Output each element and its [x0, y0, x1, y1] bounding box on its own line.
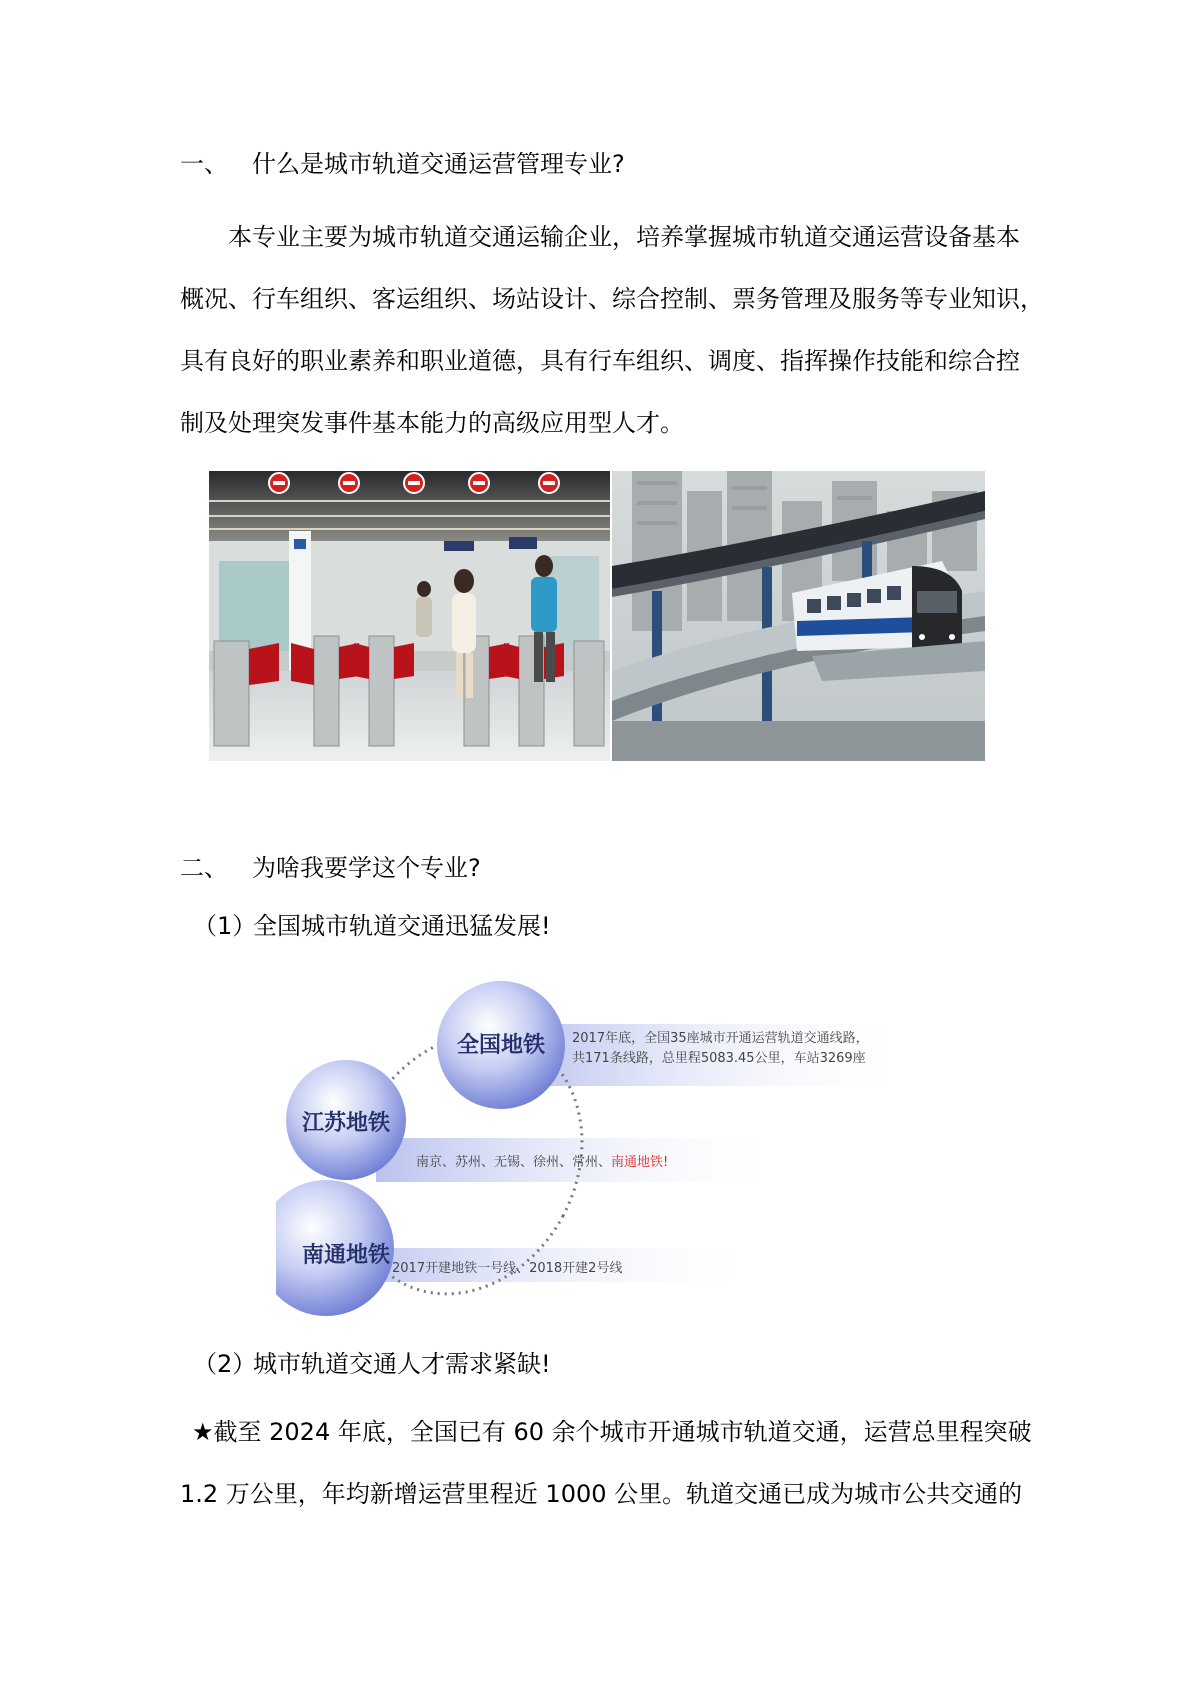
metro-development-diagram: [276, 970, 916, 1322]
section1-heading: [180, 148, 625, 180]
node-2-text-plain: 南京、苏州、无锡、徐州、常州、: [416, 1155, 612, 1170]
node-1-text-line: 共171条线路，总里程5083.45公里，车站3269座: [572, 1051, 866, 1066]
paragraph-line: 制及处理突发事件基本能力的高级应用型人才。: [180, 409, 684, 437]
metro-station-gates-photo: [209, 471, 610, 761]
subheading-2: [193, 1348, 551, 1380]
section1-number: 一、: [180, 150, 228, 178]
node-3-text-line: 2017开建地铁一号线、2018开建2号线: [392, 1261, 623, 1276]
subheading-1-number: （1）: [193, 912, 257, 940]
subheading-2-number: （2）: [193, 1350, 257, 1378]
subheading-1: [193, 910, 551, 942]
node-2-label: 江苏地铁: [301, 1111, 391, 1136]
node-2-text-highlight: 南通地铁!: [611, 1155, 669, 1170]
paragraph-line: 概况、行车组织、客运组织、场站设计、综合控制、票务管理及服务等专业知识，: [180, 285, 1044, 313]
node-1-label: 全国地铁: [456, 1033, 546, 1058]
section2-paragraph: [180, 1401, 1032, 1525]
subheading-1-title: 全国城市轨道交通迅猛发展!: [253, 912, 551, 940]
section2-heading: [180, 852, 481, 884]
paragraph-line: 本专业主要为城市轨道交通运输企业，培养掌握城市轨道交通运营设备基本: [228, 223, 1020, 251]
paragraph-line: 1.2 万公里，年均新增运营里程近 1000 公里。轨道交通已成为城市公共交通的: [180, 1480, 1023, 1508]
section2-number: 二、: [180, 854, 228, 882]
section1-paragraph: [180, 206, 1044, 454]
section2-title: 为啥我要学这个专业?: [252, 854, 481, 882]
node-3-label: 南通地铁: [301, 1243, 391, 1268]
subheading-2-title: 城市轨道交通人才需求紧缺!: [253, 1350, 551, 1378]
node-1-text-line: 2017年底，全国35座城市开通运营轨道交通线路，: [572, 1031, 869, 1046]
paragraph-line: ★截至 2024 年底，全国已有 60 余个城市开通城市轨道交通，运营总里程突破: [192, 1418, 1032, 1446]
section1-title: 什么是城市轨道交通运营管理专业?: [252, 150, 625, 178]
paragraph-line: 具有良好的职业素养和职业道德，具有行车组织、调度、指挥操作技能和综合控: [180, 347, 1020, 375]
node-2-text: [416, 1154, 668, 1170]
elevated-monorail-train-photo: [612, 471, 985, 761]
